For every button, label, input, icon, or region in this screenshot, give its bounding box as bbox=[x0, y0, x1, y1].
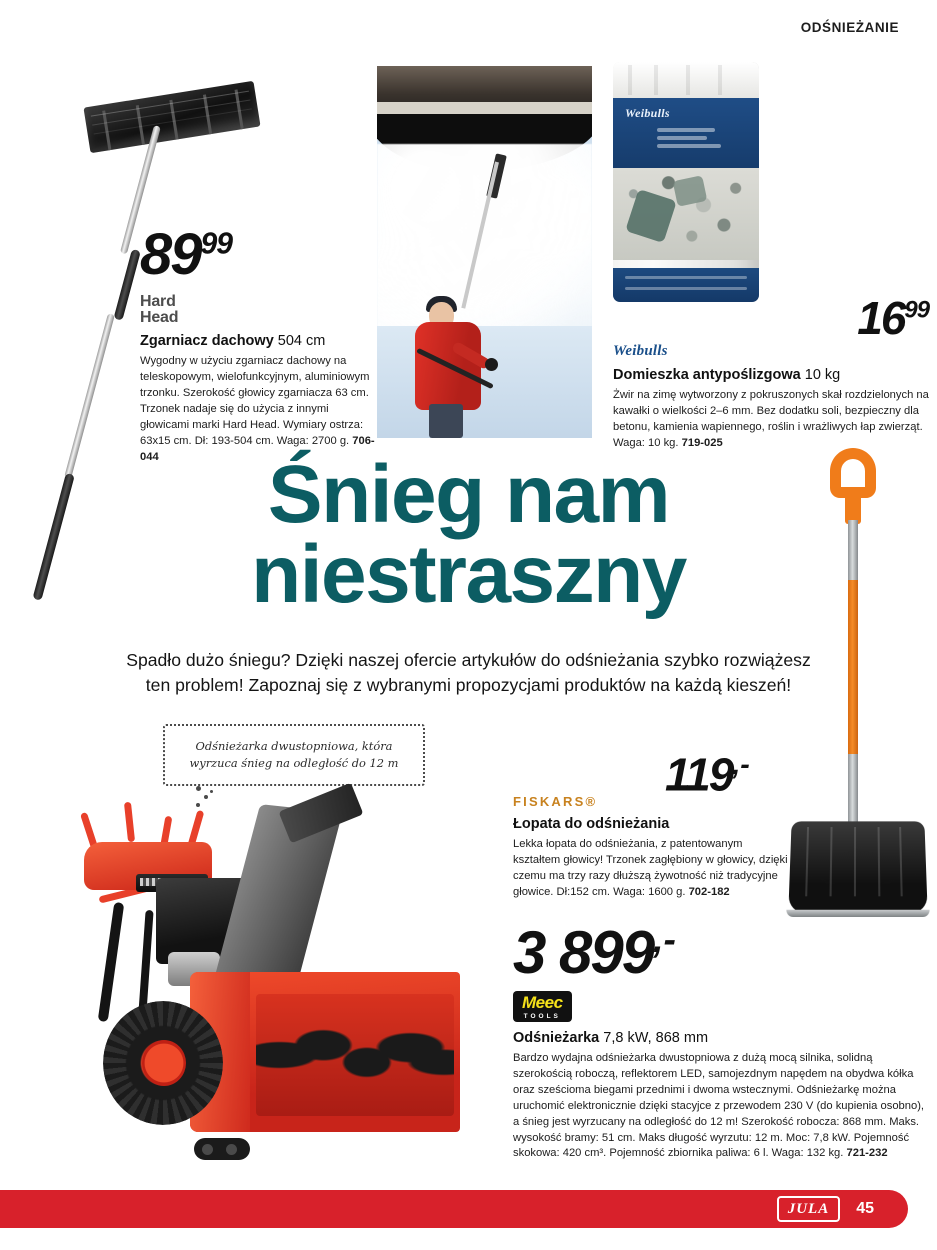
page-category-label: ODŚNIEŻANIE bbox=[800, 20, 899, 35]
headline-line-2: niestraszny bbox=[251, 529, 686, 621]
product-block-shovel bbox=[513, 748, 788, 901]
product-title-grit: Domieszka antypoślizgowa 10 kg bbox=[613, 366, 841, 383]
price-roof-rake: $89^{99}$ bbox=[140, 222, 233, 287]
snow-shovel-product-image bbox=[796, 448, 936, 928]
product-title-roof-rake: Zgarniacz dachowy 504 cm bbox=[140, 333, 326, 350]
intro-paragraph bbox=[100, 648, 837, 698]
page-number: 45 bbox=[856, 1200, 874, 1217]
intro-line-2: ten problem! Zapoznaj się z wybranymi propozycjami produktów na każdą kieszeń! bbox=[145, 674, 792, 695]
brand-meec-tools: Meec TOOLS bbox=[513, 991, 572, 1022]
bubble-line-1: Odśnieżarka dwustopniowa, która bbox=[195, 738, 393, 753]
price-grit: $16^{99}$ bbox=[857, 292, 929, 344]
blower-auger-housing-icon bbox=[190, 972, 460, 1132]
product-title-snow-blower: Odśnieżarka 7,8 kW, 868 mm bbox=[513, 1030, 709, 1046]
snow-clearing-photo bbox=[377, 66, 592, 438]
brand-weibulls: Weibulls bbox=[613, 342, 668, 359]
shovel-blade-icon bbox=[788, 821, 927, 913]
product-block-snow-blower bbox=[513, 918, 925, 1162]
callout-bubble bbox=[163, 724, 425, 786]
footer-bar bbox=[0, 1190, 908, 1228]
price-snow-blower: 3 899,- bbox=[513, 918, 676, 986]
intro-line-1: Spadło dużo śniegu? Dzięki naszej ofercie artykułów do odśnieżania szybko rozwiążesz bbox=[126, 650, 811, 670]
rake-blade-icon bbox=[83, 81, 260, 153]
product-block-roof-rake bbox=[140, 222, 380, 466]
headline-line-1: Śnieg nam bbox=[267, 449, 670, 540]
brand-fiskars: FISKARS® bbox=[513, 794, 598, 809]
person-figure bbox=[407, 288, 493, 438]
bag-brand-print: Weibulls bbox=[625, 106, 670, 120]
product-description-roof-rake: Wygodny w użyciu zgarniacz dachowy na teleskopowym, wielofunkcyjnym, aluminiowym trzonku. Szerokość głowicy zgarniacza 63 cm. Trzonek nadaje się do użycia z innymi głowicami marki Hard Head. Wymiary ostrza: 63x15 cm. Dł: 193-504 cm. Waga: 2700 g. 706-044 bbox=[140, 355, 375, 463]
product-description-snow-blower: Bardzo wydajna odśnieżarka dwustopniowa z dużą mocą silnika, solidną szerokością roboczą, reflektorem LED, samojezdnym napędem na obydwa kółka oraz sześcioma biegami przednimi i dwoma wstecznymi. Odśnieżarkę można uruchomić elektronicznie dzięki stacyjce z przewodem 230 V (do kupienia osobno), a śnieg jest wyrzucany na odległość do 12 m! Szerokość robocza: 868 mm. Maks. wysokość bramy: 51 cm. Maks długość wyrzutu: 12 m. Moc: 7,8 kW. Pojemność skokowa: 420 cm³. Pojemność zbiornika paliwa: 6 l. Waga: 132 kg. 721-232 bbox=[513, 1052, 925, 1160]
snow-blower-product-image bbox=[50, 790, 470, 1190]
product-title-shovel: Łopata do odśnieżania bbox=[513, 816, 670, 832]
brand-hard-head: Hard Head bbox=[140, 293, 179, 327]
product-block-grit bbox=[613, 292, 929, 451]
product-description-shovel: Lekka łopata do odśnieżania, z patentowanym kształtem głowicy! Trzonek zagłębiony w głowicy, dzięki czemu ma trzy razy dłuższą żywotność niż tradycyjne głowice. Dł:152 cm. Waga: 1600 g. 702-182 bbox=[513, 838, 788, 898]
price-shovel: 119,- bbox=[665, 748, 750, 801]
jula-logo: JULA bbox=[777, 1196, 841, 1222]
grit-bag-product-image bbox=[613, 62, 759, 302]
bubble-line-2: wyrzuca śnieg na odległość do 12 m bbox=[189, 756, 399, 770]
product-description-grit: Żwir na zimę wytworzony z pokruszonych skał rozdzielonych na kawałki o wielkości 2–6 mm. Bez dodatku soli, bezpieczny dla betonu, kamienia wapiennego, roślin i wrażliwych łap zwierząt. Waga: 10 kg. 719-025 bbox=[613, 388, 929, 449]
